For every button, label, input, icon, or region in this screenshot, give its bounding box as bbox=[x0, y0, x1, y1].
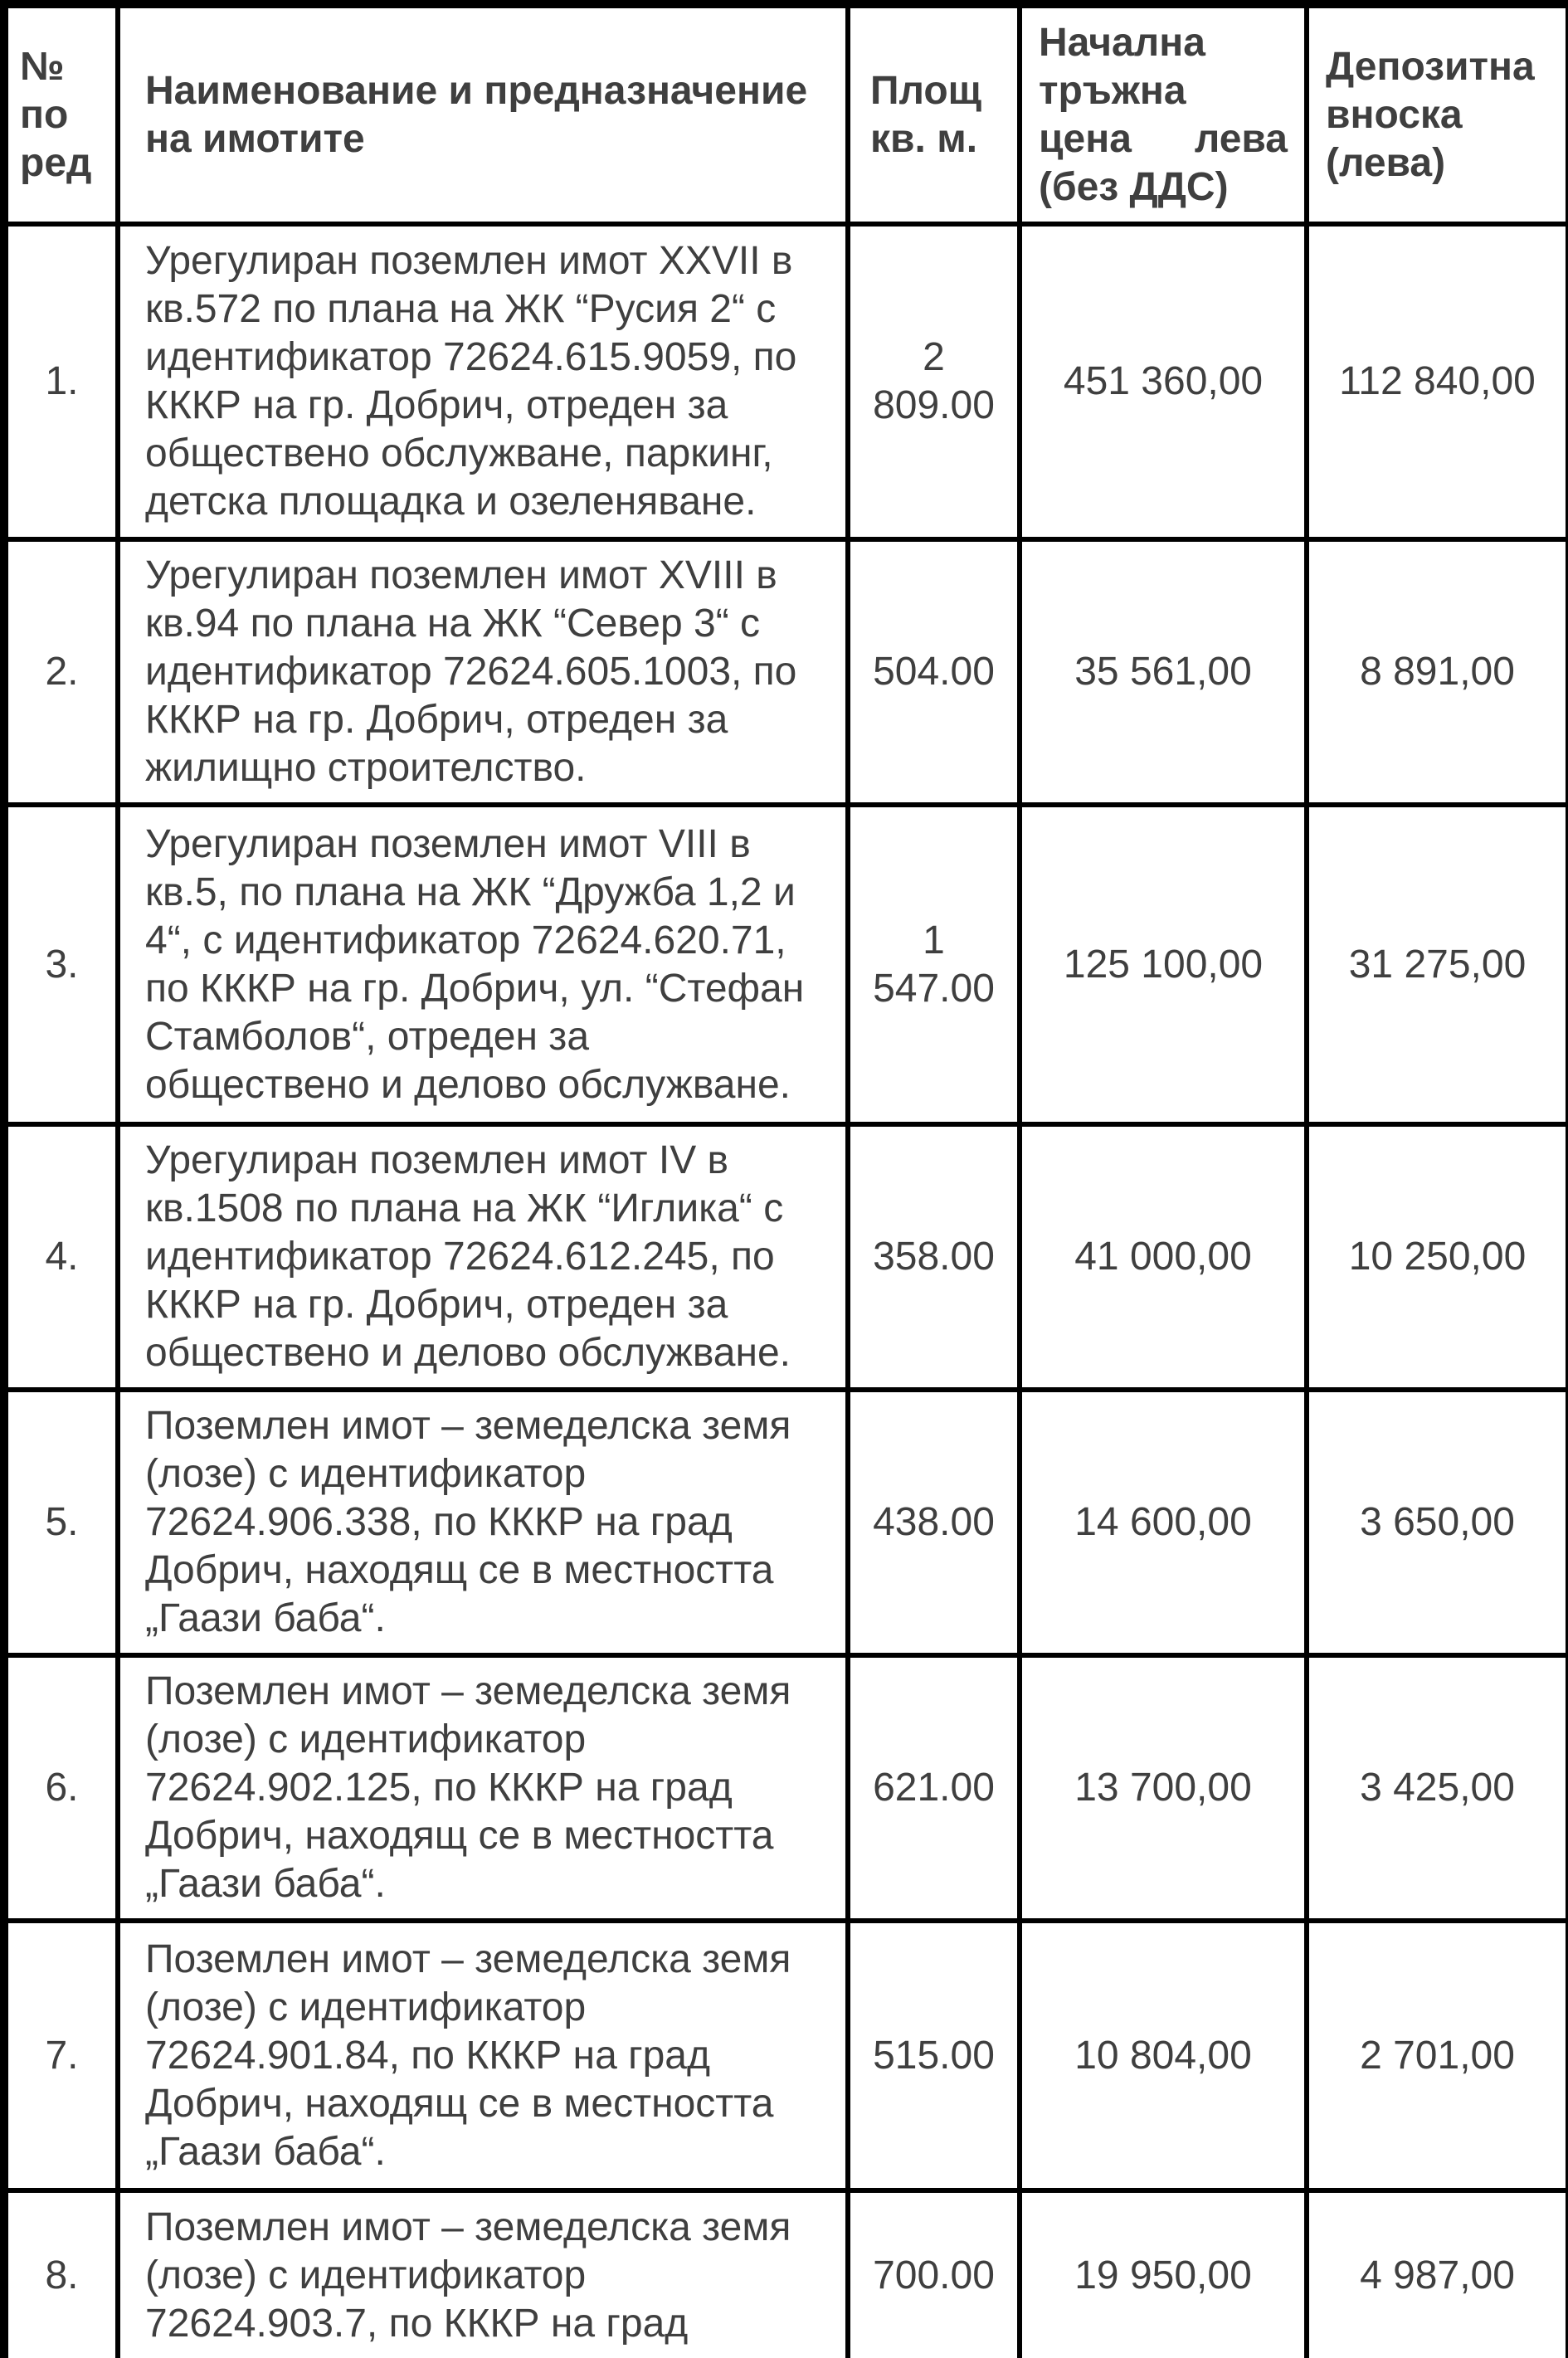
row-number-cell: 7. bbox=[4, 1921, 118, 2190]
header-cell-deposit: Депозитна вноска (лева) bbox=[1307, 4, 1568, 224]
property-description-cell: Поземлен имот – земеделска земя (лозе) с идентификатор 72624.902.125, по КККР на град Добрич, находящ се в местността „Гаази баба“. bbox=[118, 1655, 848, 1921]
deposit-cell: 4 987,00 bbox=[1307, 2190, 1568, 2358]
deposit-cell: 31 275,00 bbox=[1307, 805, 1568, 1124]
property-description-cell: Урегулиран поземлен имот VIII в кв.5, по плана на ЖК “Дружба 1,2 и 4“, с идентификатор 72624.620.71, по КККР на гр. Добрич, ул. “Стефан Стамболов“, отреден за обществено и делово обслужване. bbox=[118, 805, 848, 1124]
row-number-cell: 8. bbox=[4, 2190, 118, 2358]
price-cell: 41 000,00 bbox=[1020, 1124, 1307, 1390]
row-number-cell: 2. bbox=[4, 539, 118, 805]
deposit-cell: 3 425,00 bbox=[1307, 1655, 1568, 1921]
header-cell-name: Наименование и предназначение на имотите bbox=[118, 4, 848, 224]
area-cell: 515.00 bbox=[848, 1921, 1020, 2190]
deposit-cell: 8 891,00 bbox=[1307, 539, 1568, 805]
header-cell-price: Начална тръжна цена лева (без ДДС) bbox=[1020, 4, 1307, 224]
row-number-cell: 6. bbox=[4, 1655, 118, 1921]
table-row bbox=[4, 1124, 1568, 1390]
row-number-cell: 1. bbox=[4, 224, 118, 539]
price-cell: 35 561,00 bbox=[1020, 539, 1307, 805]
row-number-cell: 4. bbox=[4, 1124, 118, 1390]
price-cell: 10 804,00 bbox=[1020, 1921, 1307, 2190]
deposit-cell: 3 650,00 bbox=[1307, 1390, 1568, 1655]
table-row bbox=[4, 539, 1568, 805]
header-cell-number: № по ред bbox=[4, 4, 118, 224]
area-cell: 1 547.00 bbox=[848, 805, 1020, 1124]
price-cell: 13 700,00 bbox=[1020, 1655, 1307, 1921]
table-row bbox=[4, 2190, 1568, 2358]
property-description-cell: Урегулиран поземлен имот IV в кв.1508 по плана на ЖК “Иглика“ с идентификатор 72624.612.245, по КККР на гр. Добрич, отреден за обществено и делово обслужване. bbox=[118, 1124, 848, 1390]
price-cell: 125 100,00 bbox=[1020, 805, 1307, 1124]
price-cell: 14 600,00 bbox=[1020, 1390, 1307, 1655]
table-row bbox=[4, 1655, 1568, 1921]
deposit-cell: 112 840,00 bbox=[1307, 224, 1568, 539]
area-cell: 2 809.00 bbox=[848, 224, 1020, 539]
area-cell: 700.00 bbox=[848, 2190, 1020, 2358]
deposit-cell: 10 250,00 bbox=[1307, 1124, 1568, 1390]
property-description-cell: Урегулиран поземлен имот XVIII в кв.94 по плана на ЖК “Север 3“ с идентификатор 72624.605.1003, по КККР на гр. Добрич, отреден за жилищно строителство. bbox=[118, 539, 848, 805]
area-cell: 621.00 bbox=[848, 1655, 1020, 1921]
property-description-cell: Урегулиран поземлен имот XXVII в кв.572 по плана на ЖК “Русия 2“ с идентификатор 72624.615.9059, по КККР на гр. Добрич, отреден за обществено обслужване, паркинг, детска площадка и озеленяване. bbox=[118, 224, 848, 539]
area-cell: 438.00 bbox=[848, 1390, 1020, 1655]
property-description-cell: Поземлен имот – земеделска земя (лозе) с идентификатор 72624.903.7, по КККР на град bbox=[118, 2190, 848, 2358]
area-cell: 504.00 bbox=[848, 539, 1020, 805]
price-cell: 19 950,00 bbox=[1020, 2190, 1307, 2358]
row-number-cell: 3. bbox=[4, 805, 118, 1124]
table-row bbox=[4, 1390, 1568, 1655]
table-row bbox=[4, 805, 1568, 1124]
table-row bbox=[4, 224, 1568, 539]
deposit-cell: 2 701,00 bbox=[1307, 1921, 1568, 2190]
row-number-cell: 5. bbox=[4, 1390, 118, 1655]
property-description-cell: Поземлен имот – земеделска земя (лозе) с идентификатор 72624.906.338, по КККР на град Добрич, находящ се в местността „Гаази баба“. bbox=[118, 1390, 848, 1655]
table-row bbox=[4, 1921, 1568, 2190]
property-description-cell: Поземлен имот – земеделска земя (лозе) с идентификатор 72624.901.84, по КККР на град Добрич, находящ се в местността „Гаази баба“. bbox=[118, 1921, 848, 2190]
header-cell-area: Площ кв. м. bbox=[848, 4, 1020, 224]
price-cell: 451 360,00 bbox=[1020, 224, 1307, 539]
area-cell: 358.00 bbox=[848, 1124, 1020, 1390]
header-row bbox=[4, 4, 1568, 224]
